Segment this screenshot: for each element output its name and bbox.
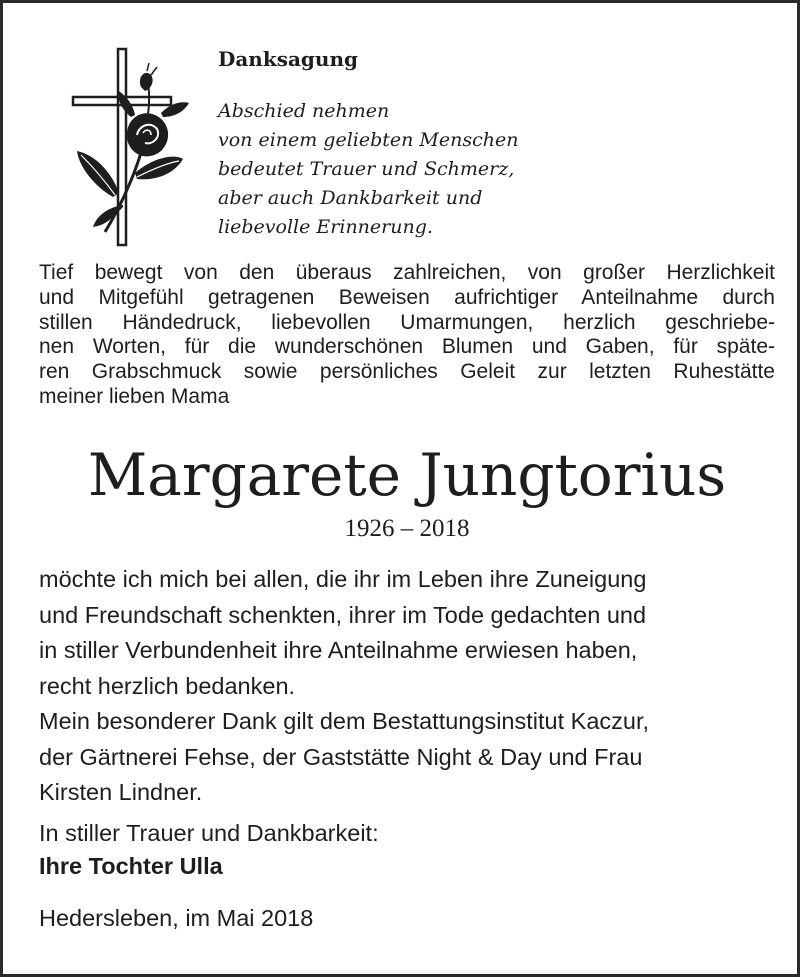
closing-block: [39, 817, 775, 883]
intro-line: Tief bewegt von den überaus zahlreichen, von großer Herzlichkeit: [39, 261, 775, 284]
thanks-paragraph: [39, 562, 775, 811]
intro-paragraph: [39, 261, 775, 410]
thanks-line: und Freundschaft schenkten, ihrer im Tode gedachten und: [39, 601, 647, 628]
intro-line: und Mitgefühl getragenen Beweisen aufrichtiger Anteilnahme durch: [39, 285, 775, 309]
cross-with-rose-icon: [65, 47, 195, 247]
intro-line: ren Grabschmuck sowie persönliches Geleit zur letzten Ruhestätte: [39, 360, 775, 384]
thanks-line: Mein besonderer Dank gilt dem Bestattungsinstitut Kaczur,: [39, 708, 650, 734]
deceased-name: Margarete Jungtorius: [87, 441, 727, 509]
poem-line: Abschied nehmen: [218, 100, 390, 122]
thanks-line: der Gärtnerei Fehse, der Gaststätte Night & Day und Frau: [39, 743, 643, 770]
life-years: 1926 – 2018: [344, 515, 470, 542]
intro-line: meiner lieben Mama: [39, 384, 230, 408]
poem-line: liebevolle Erinnerung.: [218, 216, 433, 238]
thanks-line: möchte ich mich bei allen, die ihr im Leben ihre Zuneigung: [39, 566, 647, 592]
poem-line: bedeutet Trauer und Schmerz,: [218, 158, 515, 180]
poem-line: aber auch Dankbarkeit und: [218, 187, 483, 209]
intro-line: nen Worten, für die wunderschönen Blumen und Gaben, für späte-: [39, 335, 775, 359]
intro-line: stillen Händedruck, liebevollen Umarmungen, herzlich geschriebe-: [39, 310, 775, 334]
thanks-line: recht herzlich bedanken.: [39, 672, 296, 699]
poem: [218, 97, 518, 242]
thanks-line: Kirsten Lindner.: [39, 779, 203, 805]
place-date: Hedersleben, im Mai 2018: [39, 905, 314, 931]
notice-title: Danksagung: [218, 47, 358, 71]
closing-phrase: In stiller Trauer und Dankbarkeit:: [39, 820, 379, 846]
thanks-line: in stiller Verbundenheit ihre Anteilnahme erwiesen haben,: [39, 637, 638, 663]
signer-name: Ihre Tochter Ulla: [39, 853, 223, 879]
poem-line: von einem geliebten Menschen: [218, 129, 519, 151]
